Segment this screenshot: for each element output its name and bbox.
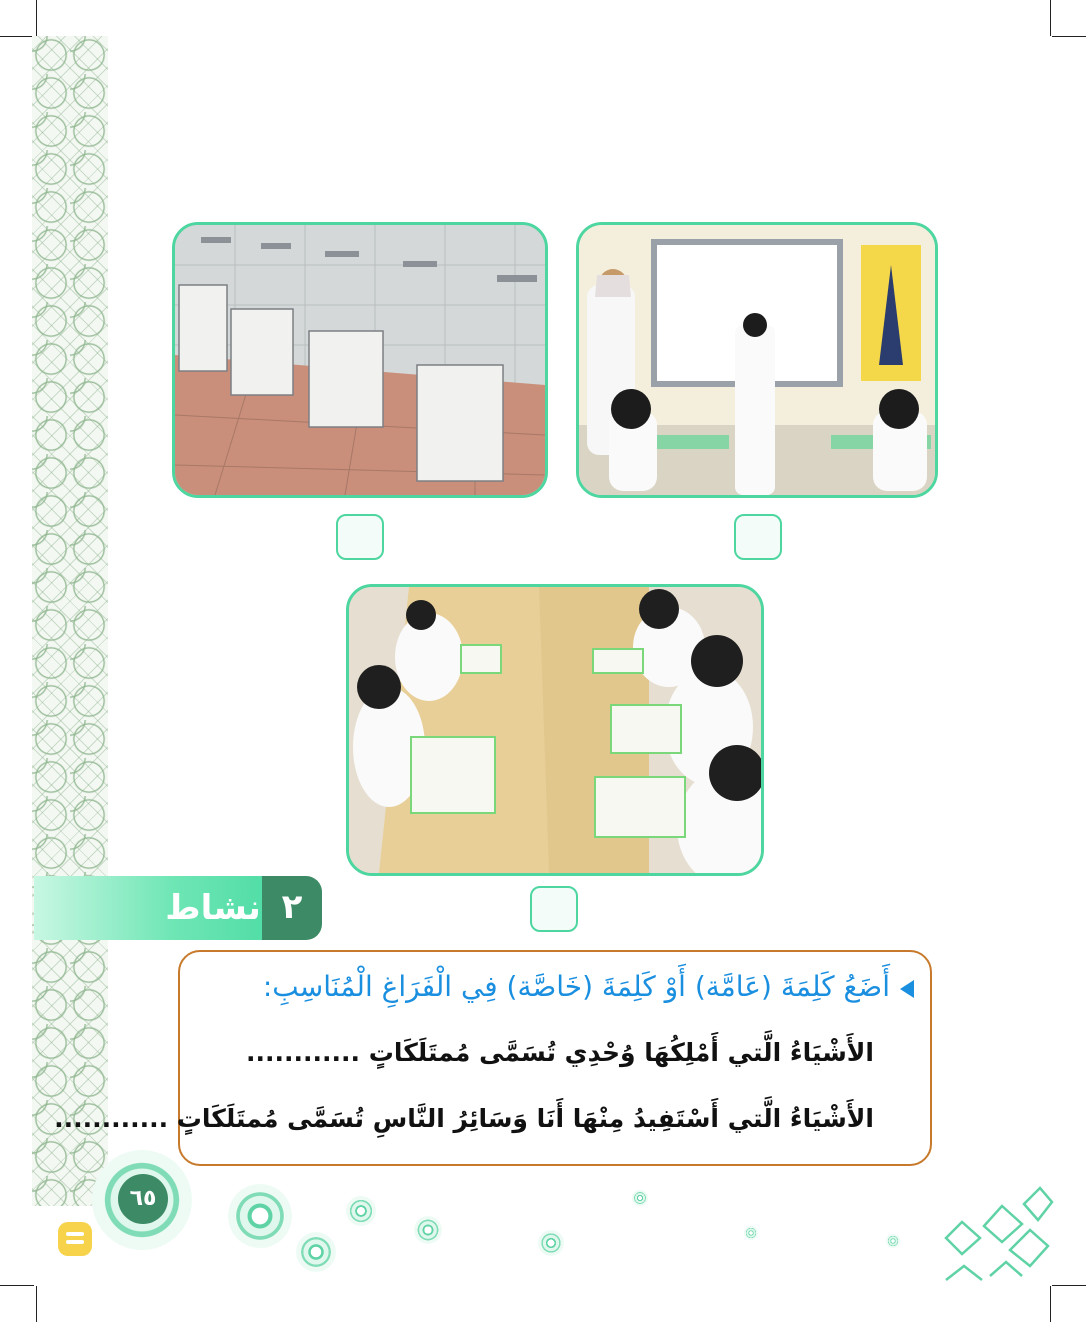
crop-mark: [1050, 1286, 1051, 1322]
students-reading-photo: [346, 584, 764, 876]
decorative-rosette: [346, 1196, 376, 1226]
geometric-decoration: [940, 1180, 1054, 1290]
answer-box[interactable]: [734, 514, 782, 560]
classroom-board-photo: [576, 222, 938, 498]
decorative-rosette: [744, 1226, 758, 1240]
crop-mark: [1052, 36, 1086, 37]
crop-mark: [0, 36, 34, 37]
crop-mark: [1050, 0, 1051, 36]
decorative-rosette: [414, 1216, 442, 1244]
crop-mark: [1052, 1285, 1086, 1286]
activity-label: نشاط: [165, 888, 261, 928]
answer-box[interactable]: [336, 514, 384, 560]
fill-blank-line-2[interactable]: الأَشْيَاءُ الَّتي أَسْتَفِيدُ مِنْهَا أَنَا وَسَائِرُ النَّاسِ تُسَمَّى مُمتَلَكَاتٍ ............: [54, 1104, 874, 1133]
play-triangle-icon: [900, 980, 914, 998]
crop-mark: [36, 1286, 37, 1322]
crop-mark: [0, 1285, 34, 1286]
decorative-rosette: [296, 1232, 336, 1272]
activity-number: ٢: [262, 876, 322, 940]
decorative-border: [32, 36, 108, 1206]
decorative-rosette: [632, 1190, 648, 1206]
decorative-rosette: [538, 1230, 564, 1256]
crop-mark: [36, 0, 37, 36]
page-number: ٦٥: [118, 1174, 168, 1224]
instructions-box: [54, 950, 932, 1166]
students-reading-illustration: [349, 587, 761, 873]
washroom-illustration: [175, 225, 545, 495]
decorative-rosette: [228, 1184, 292, 1248]
classroom-board-illustration: [579, 225, 935, 495]
answer-box[interactable]: [530, 886, 578, 932]
instructions-title: أَضَعُ كَلِمَةَ (عَامَّة) أَوْ كَلِمَةَ (خَاصَّة) فِي الْفَرَاغِ الْمُنَاسِبِ:: [262, 970, 890, 1003]
publisher-logo-icon: [58, 1222, 92, 1256]
fill-blank-line-1[interactable]: الأَشْيَاءُ الَّتي أَمْلِكُهَا وُحْدِي تُسَمَّى مُمتَلَكَاتٍ ............: [246, 1038, 874, 1067]
decorative-rosette: [886, 1234, 900, 1248]
washroom-photo: [172, 222, 548, 498]
